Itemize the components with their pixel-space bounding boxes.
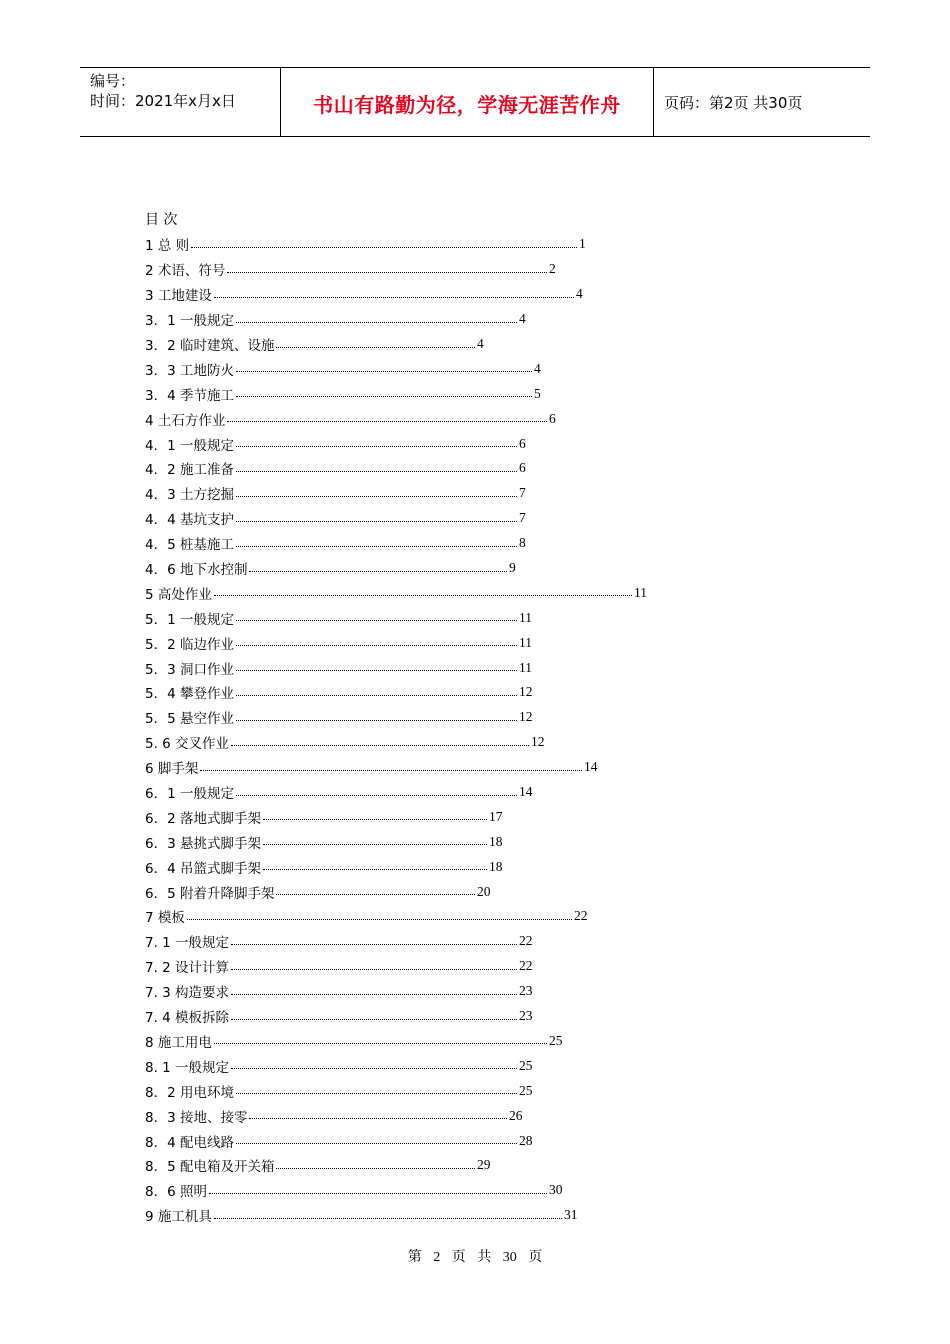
toc-leader-dots	[236, 471, 517, 472]
toc-item-label: 3 工地建设	[145, 288, 212, 305]
toc-item[interactable]	[145, 506, 625, 531]
toc-item-label: 3．3 工地防火	[145, 362, 234, 379]
toc-item-page: 17	[489, 808, 503, 824]
page-footer	[0, 1246, 950, 1266]
toc-item-label: 8 施工用电	[145, 1034, 212, 1051]
toc-item[interactable]	[145, 755, 625, 780]
toc-item-page: 7	[519, 510, 526, 526]
footer-current-page: 2	[433, 1250, 441, 1265]
toc-item[interactable]	[145, 556, 625, 581]
toc-item-label: 4．1 一般规定	[145, 437, 234, 454]
toc-item[interactable]	[145, 307, 625, 332]
toc-item-page: 22	[519, 958, 533, 974]
toc-item-page: 4	[477, 336, 484, 351]
toc-item-page: 26	[509, 1107, 523, 1123]
toc-item[interactable]	[145, 456, 625, 481]
toc-item-page: 6	[519, 460, 526, 476]
time-label: 时间：2021年x月x日	[90, 92, 236, 110]
footer-ye1: 页	[451, 1250, 466, 1265]
toc-item[interactable]	[145, 1203, 625, 1228]
toc-leader-dots	[263, 819, 487, 820]
toc-item-label: 6．1 一般规定	[145, 786, 234, 803]
header-motto-cell	[281, 68, 654, 136]
toc-item-page: 22	[574, 908, 588, 924]
toc-item-page: 12	[531, 734, 545, 750]
toc-leader-dots	[276, 894, 475, 895]
toc-item-page: 18	[489, 858, 503, 874]
toc-item[interactable]	[145, 1029, 625, 1054]
header-page-info: 页码：第2页 共30页	[664, 93, 803, 112]
toc-leader-dots	[236, 396, 532, 397]
toc-item[interactable]	[145, 1078, 625, 1103]
toc-item-page: 29	[477, 1157, 491, 1173]
toc-leader-dots	[236, 695, 517, 696]
toc-item-page: 2	[549, 261, 556, 277]
toc-item[interactable]	[145, 1178, 625, 1203]
toc-item-label: 8．4 配电线路	[145, 1134, 234, 1151]
toc-item-page: 11	[519, 634, 532, 650]
toc-item[interactable]	[145, 580, 647, 605]
toc-item-page: 6	[549, 410, 556, 426]
toc-leader-dots	[276, 1168, 475, 1169]
toc-leader-dots	[263, 869, 487, 870]
toc-item[interactable]	[145, 929, 625, 954]
toc-leader-dots	[236, 371, 532, 372]
toc-item[interactable]	[145, 481, 625, 506]
toc-item[interactable]	[145, 630, 625, 655]
toc-item-page: 30	[549, 1182, 563, 1198]
toc-item[interactable]	[145, 854, 625, 879]
toc-leader-dots	[231, 994, 517, 995]
toc-leader-dots	[231, 944, 517, 945]
toc-item-label: 4．2 施工准备	[145, 462, 234, 479]
toc-item-label: 4．5 桩基施工	[145, 537, 234, 554]
toc-item-page: 14	[584, 759, 598, 775]
toc-item[interactable]	[145, 257, 625, 282]
toc-item-page: 6	[519, 435, 526, 451]
toc-item[interactable]	[145, 282, 625, 307]
toc-item-page: 31	[564, 1207, 578, 1223]
toc-leader-dots	[227, 421, 547, 422]
toc-item-page: 23	[519, 983, 533, 999]
table-of-contents	[145, 208, 647, 1228]
toc-leader-dots	[236, 620, 517, 621]
toc-item[interactable]	[145, 356, 625, 381]
toc-item-label: 6．2 落地式脚手架	[145, 810, 261, 827]
toc-leader-dots	[187, 919, 572, 920]
toc-item-label: 4．4 基坑支护	[145, 512, 234, 529]
toc-item-page: 9	[509, 560, 516, 576]
toc-item[interactable]	[145, 1053, 625, 1078]
toc-item-page: 23	[519, 1008, 533, 1024]
toc-item-page: 1	[579, 236, 586, 252]
toc-leader-dots	[231, 745, 529, 746]
toc-leader-dots	[236, 1143, 517, 1144]
toc-item[interactable]	[145, 829, 625, 854]
toc-item-label: 6 脚手架	[145, 761, 199, 778]
toc-item-label: 8．5 配电箱及开关箱	[145, 1159, 275, 1176]
toc-leader-dots	[236, 521, 517, 522]
toc-item-label: 2 术语、符号	[145, 263, 226, 280]
toc-item[interactable]	[145, 431, 625, 456]
footer-di: 第	[407, 1250, 422, 1265]
toc-leader-dots	[236, 670, 517, 671]
toc-leader-dots	[263, 844, 487, 845]
footer-total-pages: 30	[502, 1250, 517, 1265]
toc-item-label: 3．1 一般规定	[145, 313, 234, 330]
toc-item[interactable]	[145, 232, 625, 257]
toc-leader-dots	[231, 1068, 517, 1069]
toc-leader-dots	[227, 272, 547, 273]
toc-list	[145, 232, 647, 1228]
toc-item[interactable]	[145, 332, 625, 357]
header-left-cell	[80, 68, 281, 136]
toc-item-label: 8．6 照明	[145, 1184, 207, 1201]
toc-item[interactable]	[145, 1153, 625, 1178]
footer-gong: 共	[477, 1250, 492, 1265]
toc-item-label: 8．3 接地、接零	[145, 1109, 248, 1126]
toc-item-page: 22	[519, 933, 533, 949]
toc-item-label: 3．4 季节施工	[145, 387, 234, 404]
toc-item-label: 5．1 一般规定	[145, 611, 234, 628]
toc-item-page: 7	[519, 485, 526, 501]
toc-item-label: 4 土石方作业	[145, 412, 226, 429]
toc-item-page: 12	[519, 684, 533, 700]
toc-item-page: 28	[519, 1132, 533, 1148]
toc-item-page: 14	[519, 784, 533, 800]
toc-item-label: 5 高处作业	[145, 586, 212, 603]
toc-item[interactable]	[145, 879, 625, 904]
toc-item-page: 25	[519, 1082, 533, 1098]
toc-item-label: 5．5 悬空作业	[145, 711, 234, 728]
toc-item[interactable]	[145, 804, 625, 829]
toc-item-label: 4．3 土方挖掘	[145, 487, 234, 504]
toc-item-label: 1 总 则	[145, 238, 190, 255]
toc-item[interactable]	[145, 1004, 625, 1029]
toc-item-label: 9 施工机具	[145, 1209, 212, 1226]
toc-leader-dots	[236, 322, 517, 323]
toc-item-page: 20	[477, 883, 491, 899]
toc-title: 目 次	[145, 212, 178, 228]
toc-item-label: 8．2 用电环境	[145, 1084, 234, 1101]
toc-leader-dots	[214, 297, 574, 298]
toc-item-label: 7. 4 模板拆除	[145, 1010, 230, 1027]
toc-item[interactable]	[145, 605, 625, 630]
toc-item-page: 11	[519, 659, 532, 675]
toc-item[interactable]	[145, 406, 625, 431]
toc-leader-dots	[231, 969, 517, 970]
toc-leader-dots	[209, 1193, 547, 1194]
toc-item-label: 6．5 附着升降脚手架	[145, 885, 275, 902]
toc-item[interactable]	[145, 954, 625, 979]
toc-leader-dots	[214, 1218, 562, 1219]
toc-leader-dots	[249, 1118, 507, 1119]
toc-leader-dots	[191, 247, 577, 248]
toc-leader-dots	[236, 795, 517, 796]
toc-item-page: 25	[519, 1057, 533, 1073]
toc-item[interactable]	[145, 904, 625, 929]
toc-item[interactable]	[145, 1103, 625, 1128]
toc-item-label: 5．4 攀登作业	[145, 686, 234, 703]
toc-leader-dots	[236, 1093, 517, 1094]
toc-item-label: 7. 2 设计计算	[145, 960, 230, 977]
toc-leader-dots	[214, 595, 632, 596]
header-page-cell	[654, 68, 870, 136]
toc-leader-dots	[236, 645, 517, 646]
toc-leader-dots	[214, 1043, 547, 1044]
toc-item-page: 4	[519, 311, 526, 327]
toc-item-label: 5．3 洞口作业	[145, 661, 234, 678]
toc-item[interactable]	[145, 705, 625, 730]
toc-item-page: 25	[549, 1032, 563, 1048]
toc-item[interactable]	[145, 780, 625, 805]
footer-ye2: 页	[528, 1250, 543, 1265]
toc-item-label: 4．6 地下水控制	[145, 562, 248, 579]
toc-leader-dots	[231, 1019, 517, 1020]
toc-item[interactable]	[145, 1128, 625, 1153]
toc-leader-dots	[200, 770, 582, 771]
toc-item-label: 7. 3 构造要求	[145, 985, 230, 1002]
toc-item-page: 12	[519, 709, 533, 725]
toc-item-page: 8	[519, 535, 526, 551]
toc-item[interactable]	[145, 381, 625, 406]
toc-item-label: 3．2 临时建筑、设施	[145, 338, 275, 354]
toc-item-label: 7 模板	[145, 910, 185, 927]
toc-item-page: 4	[576, 286, 583, 302]
page-header	[80, 67, 870, 137]
toc-item-page: 4	[534, 360, 541, 376]
toc-leader-dots	[236, 446, 517, 447]
toc-item-label: 7. 1 一般规定	[145, 935, 230, 952]
toc-leader-dots	[236, 720, 517, 721]
toc-leader-dots	[276, 347, 475, 348]
toc-leader-dots	[236, 496, 517, 497]
toc-item-label: 5. 6 交叉作业	[145, 736, 230, 753]
toc-item-page: 11	[634, 584, 647, 600]
toc-leader-dots	[249, 571, 507, 572]
toc-item-label: 6．4 吊篮式脚手架	[145, 860, 261, 877]
toc-leader-dots	[236, 546, 517, 547]
toc-item[interactable]	[145, 531, 625, 556]
serial-number-label: 编号：	[90, 72, 136, 90]
toc-item[interactable]	[145, 680, 625, 705]
toc-item-label: 6．3 悬挑式脚手架	[145, 835, 261, 852]
toc-item[interactable]	[145, 979, 625, 1004]
toc-item[interactable]	[145, 730, 625, 755]
toc-item-label: 8. 1 一般规定	[145, 1059, 230, 1076]
toc-item[interactable]	[145, 655, 625, 680]
toc-item-page: 11	[519, 609, 532, 625]
toc-item-page: 18	[489, 833, 503, 849]
toc-item-label: 5．2 临边作业	[145, 636, 234, 653]
toc-item-page: 5	[534, 385, 541, 401]
motto-text: 书山有路勤为径，学海无涯苦作舟	[313, 92, 621, 117]
